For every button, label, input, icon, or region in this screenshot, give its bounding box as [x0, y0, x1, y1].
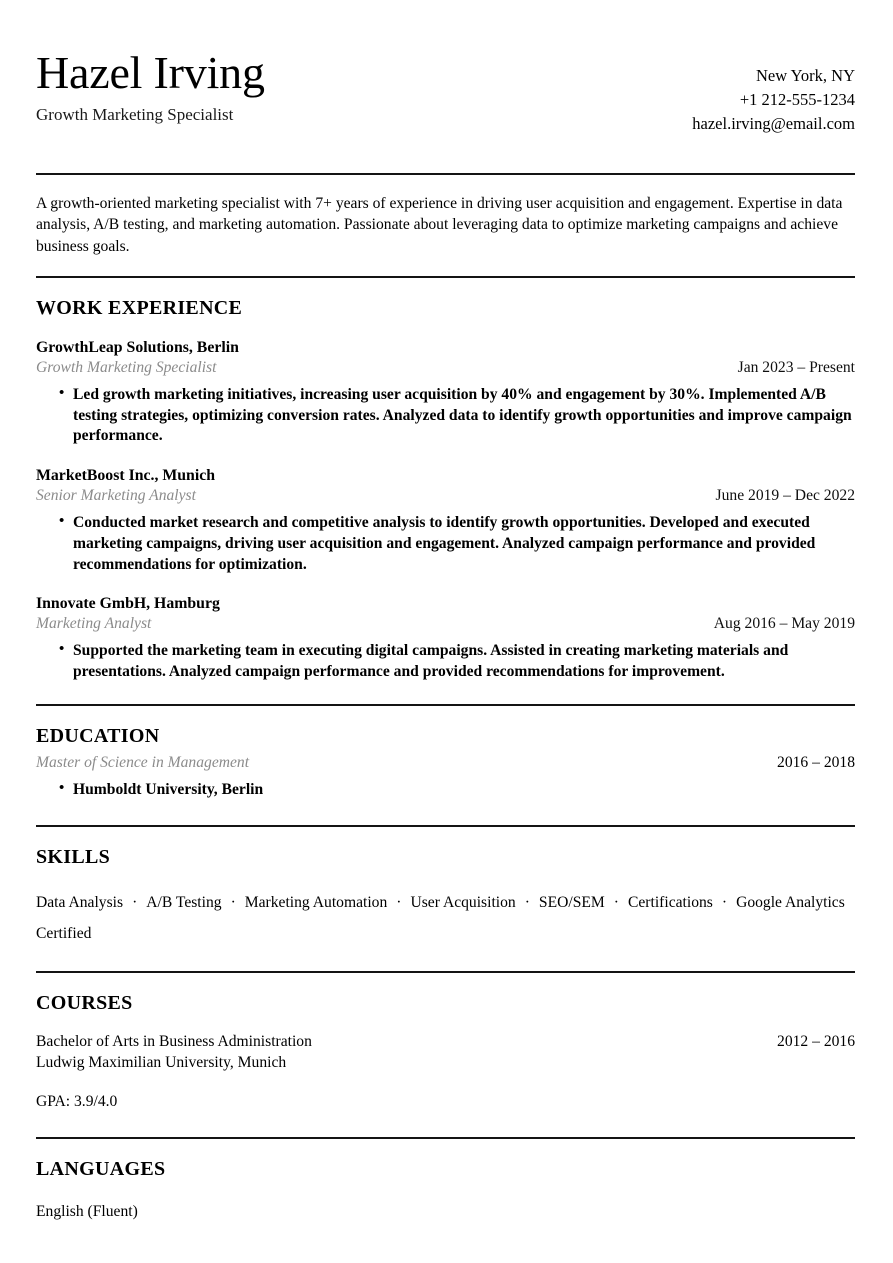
experience-role-row: [36, 358, 855, 378]
experience-role: Growth Marketing Specialist: [36, 358, 217, 376]
experience-bullet: • Conducted market research and competitive analysis to identify growth opportunities. Developed and executed marketing campaigns, driving user acquisition and engagement. Analyzed campaign performance and provided recommendations for optimization.: [61, 513, 855, 575]
skill-item: Google Analytics Certified: [36, 893, 845, 942]
education-bullet: • Humboldt University, Berlin: [61, 780, 855, 801]
divider-courses: [36, 971, 855, 973]
education-degree-row: [36, 753, 855, 773]
experience-dates: Aug 2016 – May 2019: [713, 615, 855, 632]
skill-item: Certifications: [627, 893, 713, 911]
experience-organization: GrowthLeap Solutions, Berlin: [36, 338, 239, 356]
experience-organization: MarketBoost Inc., Munich: [36, 467, 216, 485]
course-title: Bachelor of Arts in Business Administration: [36, 1033, 312, 1051]
skill-item: User Acquisition: [410, 893, 516, 911]
skills-list: [36, 887, 855, 949]
resume-header: [36, 46, 855, 135]
skill-item: SEO/SEM: [538, 893, 605, 911]
section-heading-courses: COURSES: [36, 992, 133, 1015]
contact-phone[interactable]: +1 212-555-1234: [739, 89, 855, 109]
education-bullet-list: [36, 780, 855, 801]
experience-entry: [36, 594, 855, 682]
course-school: Ludwig Maximilian University, Munich: [36, 1054, 287, 1071]
section-heading-skills: SKILLS: [36, 845, 111, 868]
candidate-job-title: Growth Marketing Specialist: [36, 105, 234, 124]
section-education: [36, 725, 855, 801]
section-heading-languages: LANGUAGES: [36, 1157, 166, 1180]
skill-item: Data Analysis: [36, 893, 124, 911]
contact-location: New York, NY: [755, 66, 855, 85]
contact-block: [692, 50, 855, 135]
section-heading-education: EDUCATION: [36, 724, 160, 747]
education-degree: Master of Science in Management: [36, 753, 250, 771]
language-item: English (Fluent): [36, 1202, 138, 1220]
experience-role: Marketing Analyst: [36, 615, 152, 632]
skill-item: A/B Testing: [146, 893, 222, 911]
experience-organization: Innovate GmbH, Hamburg: [36, 595, 220, 613]
skill-separator: ·: [230, 893, 236, 911]
experience-role-row: [36, 614, 855, 634]
professional-summary: A growth-oriented marketing specialist with 7+ years of experience in driving user acquisition and engagement. Expertise in data analysis, A/B testing, and marketing automation. Passionate about leveraging data to optimize marketing campaigns and achieve business goals.: [36, 195, 843, 255]
section-courses: [36, 992, 855, 1113]
skill-separator: ·: [524, 893, 530, 911]
course-title-row: [36, 1032, 855, 1053]
divider-work-experience: [36, 276, 855, 278]
divider-languages: [36, 1137, 855, 1139]
divider-education: [36, 704, 855, 706]
experience-bullet-list: [36, 641, 855, 682]
experience-bullet: • Led growth marketing initiatives, increasing user acquisition by 40% and engagement by 30%. Implemented A/B testing strategies, optimizing conversion rates. Analyzed data to identify growth opportunities and improve campaign performance.: [61, 385, 855, 447]
experience-entry: [36, 466, 855, 575]
experience-dates: Jan 2023 – Present: [737, 358, 855, 376]
divider-skills: [36, 825, 855, 827]
course-entry: [36, 1032, 855, 1113]
section-languages: [36, 1158, 855, 1223]
skill-separator: ·: [721, 893, 728, 911]
header-identity: [36, 47, 692, 125]
course-gpa: GPA: 3.9/4.0: [36, 1092, 118, 1110]
divider-header: [36, 173, 855, 175]
experience-entry: [36, 338, 855, 447]
section-heading-work-experience: WORK EXPERIENCE: [36, 296, 243, 319]
experience-bullet-list: [36, 513, 855, 575]
skill-separator: ·: [613, 893, 619, 911]
skill-separator: ·: [396, 893, 402, 911]
skill-separator: ·: [132, 893, 138, 911]
skill-item: Marketing Automation: [244, 893, 388, 911]
experience-bullet: • Supported the marketing team in executing digital campaigns. Assisted in creating marketing materials and presentations. Analyzed campaign performance and provided recommendations for improvement.: [61, 641, 855, 682]
section-skills: [36, 846, 855, 949]
candidate-name: Hazel Irving: [36, 47, 265, 98]
experience-bullet-list: [36, 385, 855, 447]
section-work-experience: [36, 297, 855, 683]
experience-role-row: [36, 486, 855, 506]
education-dates: 2016 – 2018: [777, 753, 855, 771]
course-dates: 2012 – 2016: [777, 1033, 855, 1051]
contact-email[interactable]: hazel.irving@email.com: [692, 113, 855, 133]
experience-dates: June 2019 – Dec 2022: [715, 486, 855, 504]
experience-role: Senior Marketing Analyst: [36, 486, 196, 504]
